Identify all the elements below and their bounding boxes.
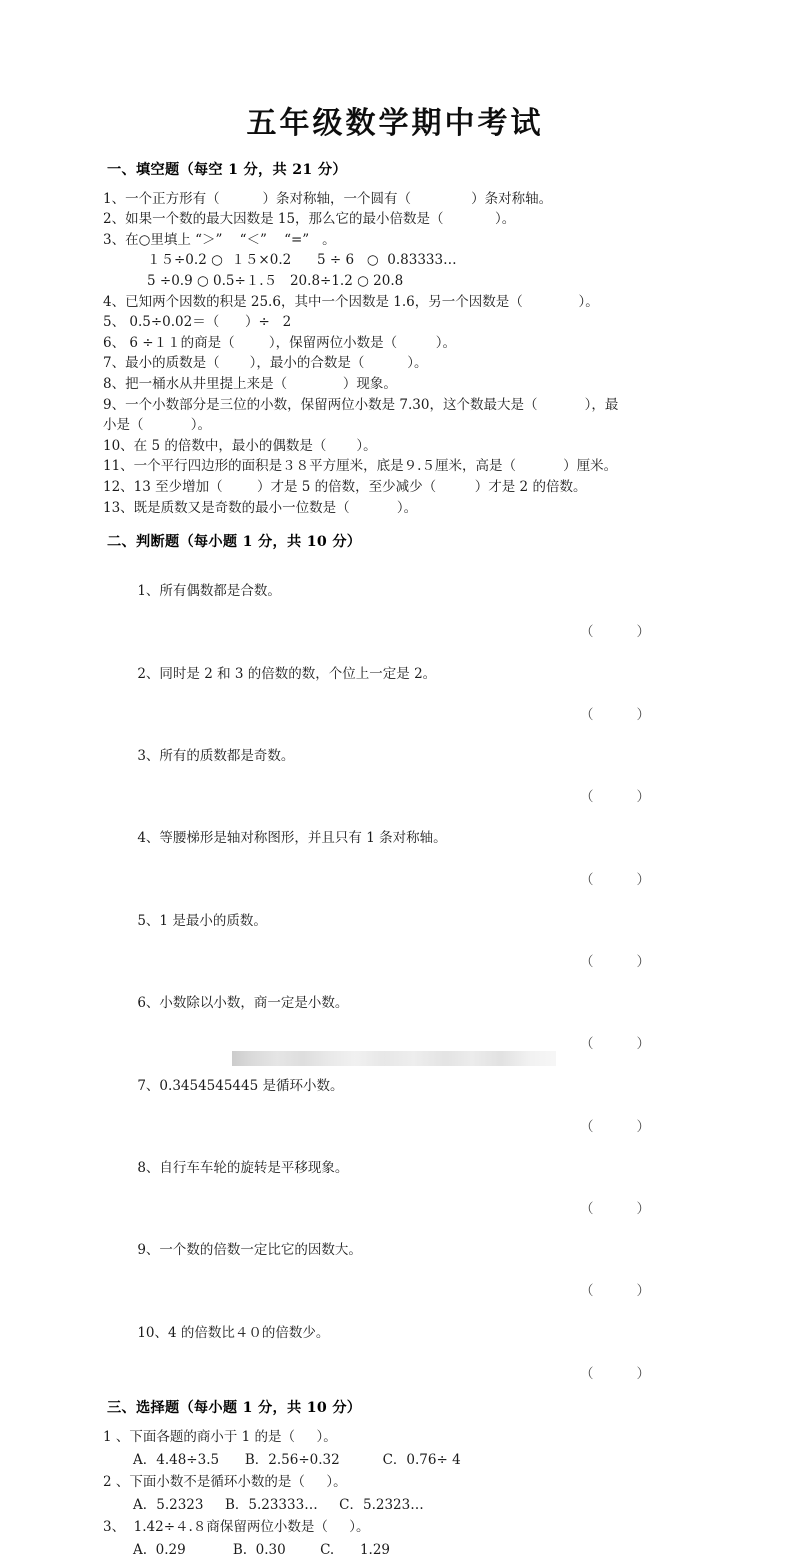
- paren-close: ）: [636, 1201, 650, 1218]
- question-text: 2、同时是 2 和 3 的倍数的数，个位上一定是 2。: [137, 665, 437, 682]
- question-item: 9、一个小数部分是三位的小数，保留两位小数是 7.30，这个数最大是（ ），最: [103, 396, 619, 413]
- option-row[interactable]: A. 0.29 B. 0.30 C. 1.29: [133, 1542, 391, 1558]
- answer-paren[interactable]: [580, 705, 650, 726]
- question-list-multiple-choice: [103, 1427, 703, 1561]
- paren-close: ）: [636, 1036, 650, 1053]
- paren-close: ）: [636, 706, 650, 723]
- question-subline: 5 ÷0.9 ○ 0.5÷１.５ 20.8÷1.2 ○ 20.8: [147, 272, 404, 289]
- answer-paren[interactable]: [580, 952, 650, 973]
- question-item: 7、最小的质数是（ ），最小的合数是（ ）。: [103, 355, 428, 372]
- paren-open: （: [580, 1036, 594, 1053]
- paren-open: （: [580, 789, 594, 806]
- section-heading-fill-in-blank: 一、填空题（每空 1 分，共 21 分）: [107, 162, 347, 178]
- question-item: 3、在○里填上 “＞” “＜” “=” 。: [103, 231, 336, 248]
- answer-paren[interactable]: [580, 1199, 650, 1220]
- question-text: 3、所有的质数都是奇数。: [137, 748, 295, 765]
- answer-paren[interactable]: [580, 1117, 650, 1138]
- question-item: 13、既是质数又是奇数的最小一位数是（ ）。: [103, 499, 418, 516]
- paren-close: ）: [636, 789, 650, 806]
- question-text: 4、等腰梯形是轴对称图形，并且只有 1 条对称轴。: [137, 830, 447, 847]
- exam-body: [103, 160, 703, 1563]
- paren-open: （: [580, 1118, 594, 1135]
- question-text: 6、小数除以小数，商一定是小数。: [137, 995, 349, 1012]
- table-row: [103, 725, 703, 807]
- question-list-true-false: [103, 561, 703, 1385]
- question-subline: １５÷0.2 ○ １５×0.2 5 ÷ 6 ○ 0.83333…: [147, 252, 457, 269]
- answer-paren[interactable]: [580, 622, 650, 643]
- question-item: 4、已知两个因数的积是 25.6，其中一个因数是 1.6，另一个因数是（ ）。: [103, 293, 599, 310]
- section-heading-multiple-choice: 三、选择题（每小题 1 分，共 10 分）: [107, 1400, 362, 1417]
- question-item: 12、13 至少增加（ ）才是 5 的倍数，至少减少（ ）才是 2 的倍数。: [103, 478, 587, 495]
- question-list-fill-in-blank: [103, 189, 703, 519]
- paren-close: ）: [636, 1365, 650, 1382]
- section-heading-true-false: 二、判断题（每小题 1 分，共 10 分）: [107, 534, 362, 551]
- watermark-bar: [232, 1051, 556, 1066]
- answer-paren[interactable]: [580, 1034, 650, 1055]
- section-spacer: [103, 1384, 703, 1398]
- paren-close: ）: [636, 953, 650, 970]
- paren-open: （: [580, 1201, 594, 1218]
- question-item: 8、把一桶水从井里提上来是（ ）现象。: [103, 375, 397, 392]
- question-item: 10、在 5 的倍数中，最小的偶数是（ ）。: [103, 437, 377, 454]
- question-text: 8、自行车车轮的旋转是平移现象。: [137, 1159, 349, 1176]
- table-row: [103, 1137, 703, 1219]
- question-item: 6、 6 ÷１１的商是（ ），保留两位小数是（ ）。: [103, 334, 457, 351]
- table-row: [103, 1055, 703, 1137]
- paren-open: （: [580, 1283, 594, 1300]
- question-text: 9、一个数的倍数一定比它的因数大。: [137, 1242, 362, 1259]
- answer-paren[interactable]: [580, 1364, 650, 1385]
- question-item: 2 、下面小数不是循环小数的是（ ）。: [103, 1474, 347, 1491]
- section-spacer: [103, 518, 703, 532]
- table-row: [103, 973, 703, 1055]
- option-row[interactable]: A．5.2323 B．5.23333… C．5.2323…: [133, 1496, 424, 1513]
- question-item: 2、如果一个数的最大因数是 15，那么它的最小倍数是（ ）。: [103, 211, 516, 228]
- question-continuation: 小是（ ）。: [103, 417, 211, 434]
- paren-open: （: [580, 1365, 594, 1382]
- paren-close: ）: [636, 871, 650, 888]
- answer-paren[interactable]: [580, 787, 650, 808]
- table-row: [103, 808, 703, 890]
- question-item: 5、 0.5÷0.02＝（ ）÷ 2: [103, 314, 292, 331]
- page-title: 五年级数学期中考试: [246, 106, 544, 141]
- paren-open: （: [580, 953, 594, 970]
- option-row[interactable]: A．4.48÷3.5 B．2.56÷0.32 C．0.76÷ 4: [133, 1451, 461, 1468]
- table-row: [103, 890, 703, 972]
- table-row: [103, 643, 703, 725]
- table-row: [103, 1302, 703, 1384]
- paren-close: ）: [636, 624, 650, 641]
- paren-open: （: [580, 871, 594, 888]
- question-item: 3、 1.42÷４.８商保留两位小数是（ ）。: [103, 1519, 370, 1536]
- question-text: 7、0.3454545445 是循环小数。: [137, 1077, 344, 1094]
- answer-paren[interactable]: [580, 1281, 650, 1302]
- question-text: 10、4 的倍数比４０的倍数少。: [137, 1324, 330, 1341]
- paren-close: ）: [636, 1283, 650, 1300]
- table-row: [103, 561, 703, 643]
- paren-open: （: [580, 624, 594, 641]
- question-item: 1、一个正方形有（ ）条对称轴，一个圆有（ ）条对称轴。: [103, 190, 553, 207]
- question-item: 11、一个平行四边形的面积是３８平方厘米，底是９.５厘米，高是（ ）厘米。: [103, 458, 618, 475]
- paren-close: ）: [636, 1118, 650, 1135]
- table-row: [103, 1220, 703, 1302]
- question-item: 1 、下面各题的商小于 1 的是（ ）。: [103, 1429, 337, 1446]
- question-text: 5、1 是最小的质数。: [137, 912, 267, 929]
- paren-open: （: [580, 706, 594, 723]
- question-text: 1、所有偶数都是合数。: [137, 583, 281, 600]
- answer-paren[interactable]: [580, 870, 650, 891]
